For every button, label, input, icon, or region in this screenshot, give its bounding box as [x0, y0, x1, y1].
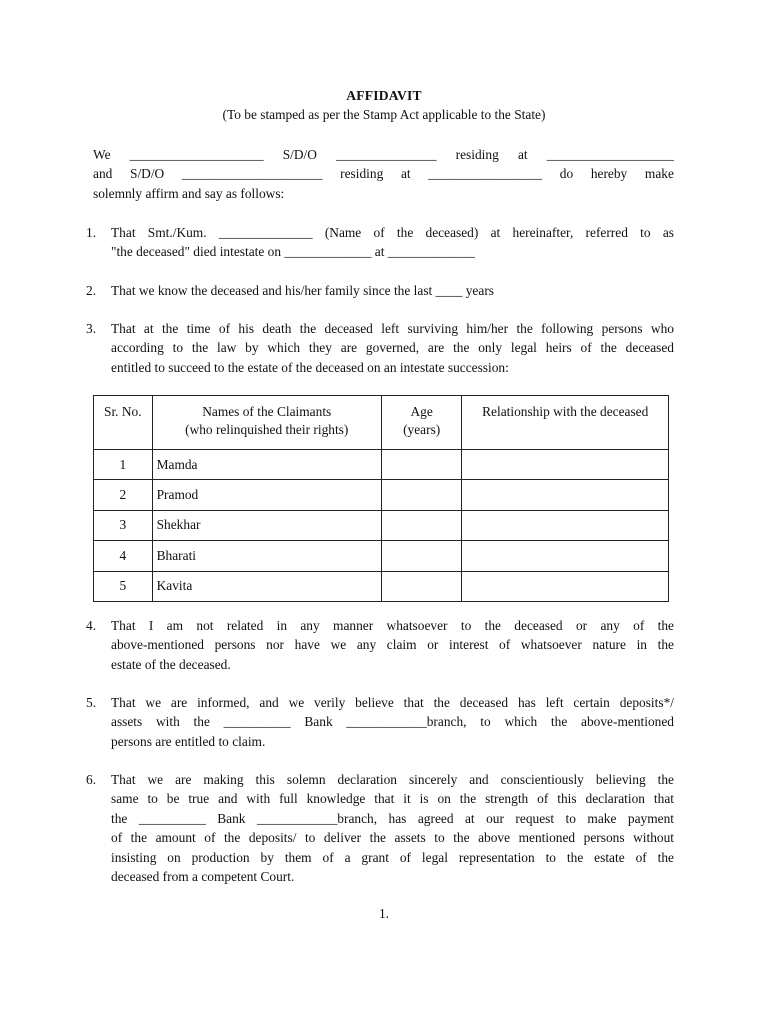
clause-number: 6.	[86, 772, 97, 787]
clause-line: That I am not related in any manner whatsoever to the deceased or any of the	[111, 618, 674, 633]
clause-line: deceased from a competent Court.	[111, 869, 295, 885]
table-row	[94, 541, 669, 571]
cell-sr-no: 5	[94, 571, 153, 601]
clause-line: estate of the deceased.	[111, 656, 231, 672]
document-title: AFFIDAVIT	[346, 88, 422, 103]
clause-text	[111, 281, 674, 300]
clause-text	[111, 693, 674, 751]
intro-line-3	[93, 184, 674, 203]
header-claimant-names	[152, 396, 381, 450]
clause-line: That we are informed, and we verily believe that the deceased has left certain deposits*/	[111, 695, 674, 710]
cell-relationship	[462, 571, 669, 601]
page-number: 1.	[378, 906, 390, 921]
clause-line: "the deceased" died intestate on _____________ at _____________	[111, 244, 475, 260]
header-line: (who relinquished their rights)	[185, 422, 349, 437]
blank-field: _________________	[428, 166, 543, 182]
table-header-row	[94, 396, 669, 450]
header-line: Names of the Claimants	[202, 404, 332, 419]
header-line: Age	[410, 404, 433, 419]
clause-number: 2.	[86, 283, 97, 298]
cell-age	[381, 480, 462, 510]
intro-word: make	[644, 166, 674, 182]
intro-text: solemnly affirm and say as follows:	[93, 185, 285, 201]
document-subtitle: (To be stamped as per the Stamp Act applicable to the State)	[222, 107, 546, 122]
intro-line-1	[93, 145, 674, 164]
intro-word: at	[400, 166, 411, 182]
header-relationship: Relationship with the deceased	[462, 396, 669, 450]
cell-age	[381, 541, 462, 571]
intro-word: at	[517, 147, 528, 162]
intro-word: residing	[340, 166, 384, 182]
cell-age	[381, 571, 462, 601]
clause-line: insisting on production by them of a grant of legal representation to the estate of the	[111, 849, 674, 865]
cell-sr-no: 3	[94, 510, 153, 540]
cell-age	[381, 510, 462, 540]
clause-number: 3.	[86, 321, 97, 336]
blank-field: ____________________	[129, 147, 264, 162]
clause-number: 5.	[86, 695, 97, 710]
clause-line: That we are making this solemn declaration sincerely and conscientiously believing the	[111, 772, 674, 787]
clause-6	[86, 770, 674, 886]
cell-claimant-name: Shekhar	[152, 510, 381, 540]
clause-line: same to be true and with full knowledge that it is on the strength of this declaration that	[111, 791, 674, 807]
clause-1	[86, 223, 674, 262]
table-row	[94, 571, 669, 601]
header-sr-no: Sr. No.	[94, 396, 153, 450]
table-row	[94, 450, 669, 480]
clause-text	[111, 223, 674, 262]
header-line: (years)	[403, 422, 441, 437]
table-row	[94, 510, 669, 540]
intro-word: S/D/O	[130, 166, 165, 182]
table-row	[94, 480, 669, 510]
legal-heirs-table	[93, 395, 669, 602]
blank-field: _______________	[336, 147, 437, 162]
cell-relationship	[462, 510, 669, 540]
intro-word: residing	[455, 147, 499, 162]
header-age	[381, 396, 462, 450]
clause-line: assets with the __________ Bank ____________branch, to which the above-mentioned	[111, 714, 674, 730]
clause-number: 1.	[86, 225, 97, 240]
cell-sr-no: 2	[94, 480, 153, 510]
clause-line: entitled to succeed to the estate of the deceased on an intestate succession:	[111, 359, 509, 375]
intro-word: We	[93, 147, 111, 162]
intro-word: do	[559, 166, 574, 182]
blank-field: ___________________	[546, 147, 674, 162]
clause-line: of the amount of the deposits/ to deliver the assets to the above mentioned persons without	[111, 830, 674, 846]
clause-text	[111, 770, 674, 886]
clause-line: That Smt./Kum. ______________ (Name of the deceased) at hereinafter, referred to as	[111, 225, 674, 240]
clause-line: the __________ Bank ____________branch, has agreed at our request to make payment	[111, 810, 674, 826]
clause-line: above-mentioned persons nor have we any claim or interest of whatsoever nature in the	[111, 637, 674, 653]
cell-sr-no: 4	[94, 541, 153, 571]
clause-line: That at the time of his death the deceased left surviving him/her the following persons who	[111, 321, 674, 336]
cell-claimant-name: Mamda	[152, 450, 381, 480]
intro-line-2	[93, 164, 674, 183]
clause-3	[86, 319, 674, 377]
intro-word: S/D/O	[282, 147, 317, 162]
clause-line: persons are entitled to claim.	[111, 733, 266, 749]
clause-5	[86, 693, 674, 751]
cell-relationship	[462, 541, 669, 571]
clause-text	[111, 616, 674, 674]
cell-relationship	[462, 480, 669, 510]
clause-text	[111, 319, 674, 377]
cell-claimant-name: Bharati	[152, 541, 381, 571]
clause-4	[86, 616, 674, 674]
cell-sr-no: 1	[94, 450, 153, 480]
intro-paragraph	[93, 145, 674, 203]
clause-line: according to the law by which they are governed, are the only legal heirs of the deceased	[111, 340, 674, 356]
clause-number: 4.	[86, 618, 97, 633]
blank-field: _____________________	[181, 166, 323, 182]
clause-2	[86, 281, 674, 300]
clause-line: That we know the deceased and his/her family since the last ____ years	[111, 283, 494, 298]
intro-word: and	[93, 166, 113, 182]
cell-claimant-name: Kavita	[152, 571, 381, 601]
cell-relationship	[462, 450, 669, 480]
cell-age	[381, 450, 462, 480]
cell-claimant-name: Pramod	[152, 480, 381, 510]
intro-word: hereby	[590, 166, 628, 182]
